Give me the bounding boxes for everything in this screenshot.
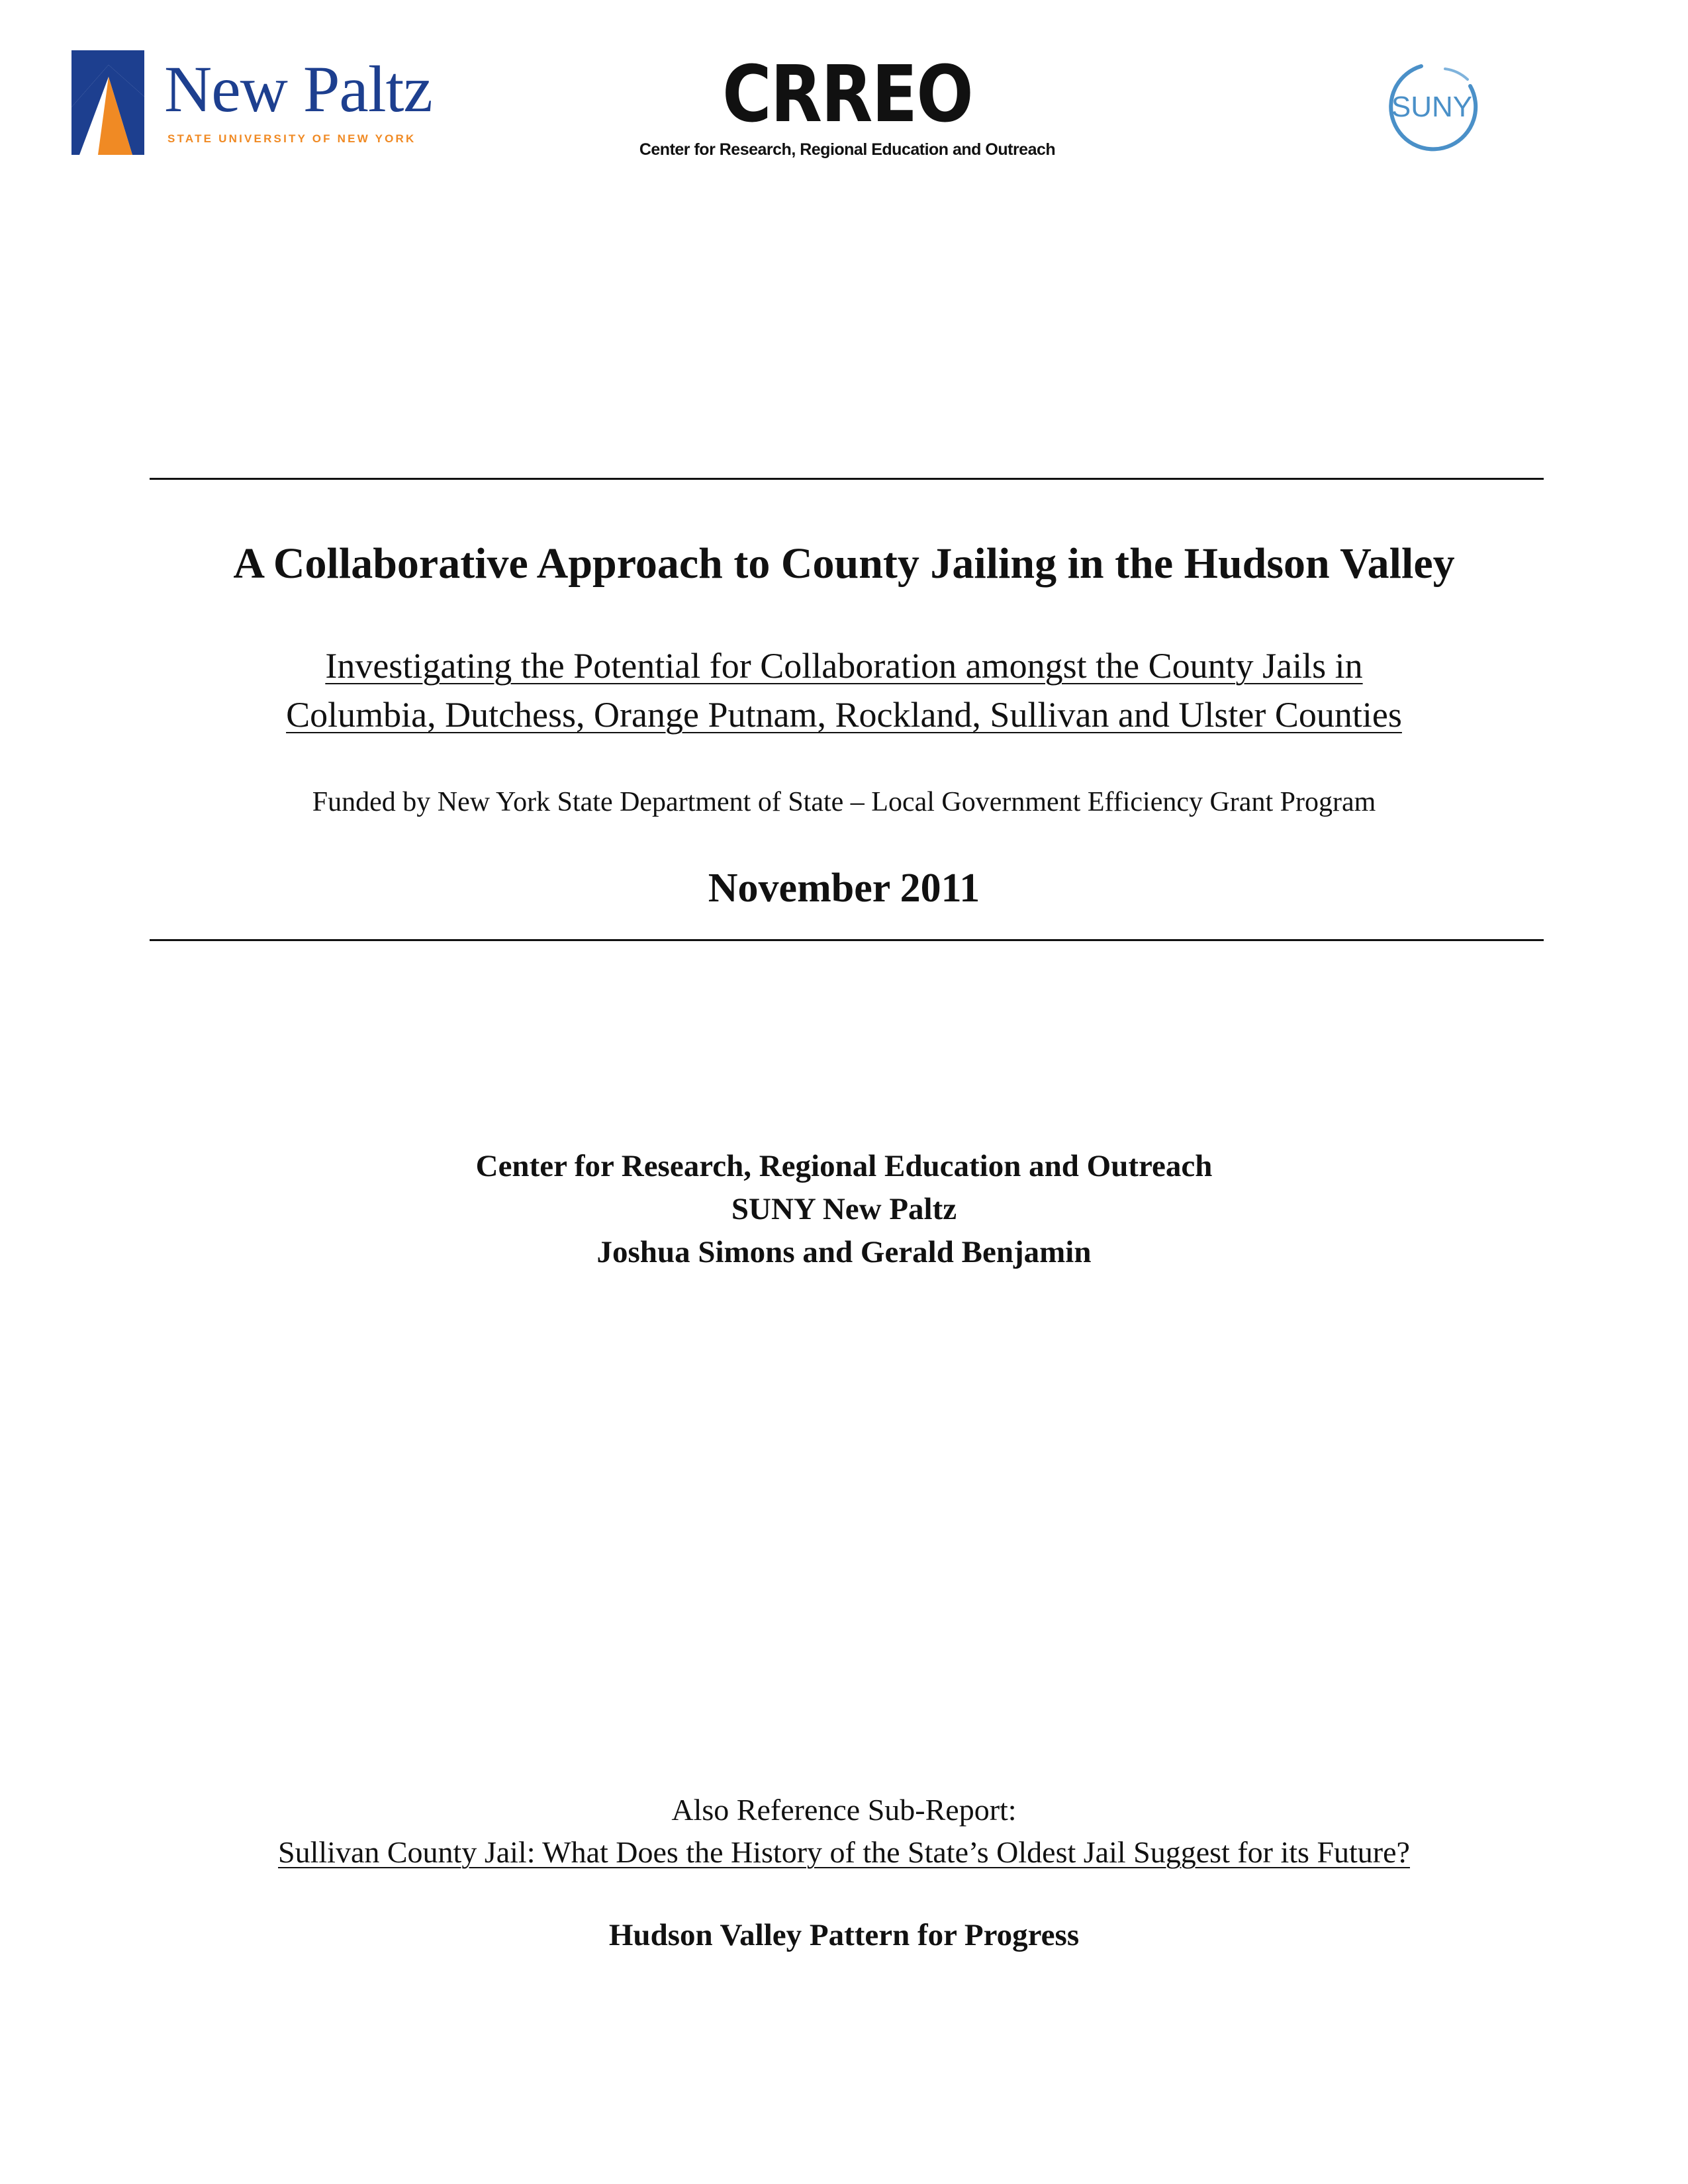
report-date: November 2011 (708, 866, 980, 911)
crreo-subtitle: Center for Research, Regional Education and Outreach (639, 140, 1056, 159)
new-paltz-tagline: STATE UNIVERSITY OF NEW YORK (167, 132, 416, 145)
crreo-wordmark: CRREO (722, 48, 972, 140)
suny-wordmark: SUNY (1391, 91, 1473, 123)
author-organization: Center for Research, Regional Education and Outreach (475, 1149, 1213, 1183)
new-paltz-wordmark: New Paltz (164, 52, 432, 126)
report-subtitle-line-1: Investigating the Potential for Collaboration amongst the County Jails in (325, 646, 1363, 686)
sub-report-label: Also Reference Sub-Report: (671, 1793, 1017, 1827)
author-institution: SUNY New Paltz (731, 1192, 957, 1226)
new-paltz-peak-icon (71, 50, 144, 155)
new-paltz-logo (71, 50, 462, 156)
report-subtitle-line-2: Columbia, Dutchess, Orange Putnam, Rockland, Sullivan and Ulster Counties (286, 695, 1402, 735)
funding-statement: Funded by New York State Department of State – Local Government Efficiency Grant Program (312, 787, 1376, 817)
suny-logo (1379, 60, 1485, 158)
crreo-logo (596, 48, 1099, 165)
author-names: Joshua Simons and Gerald Benjamin (596, 1235, 1092, 1269)
top-divider (150, 478, 1544, 480)
report-title: A Collaborative Approach to County Jailing in the Hudson Valley (233, 539, 1455, 588)
sub-report-title: Sullivan County Jail: What Does the History of the State’s Oldest Jail Suggest for its Future? (278, 1835, 1410, 1869)
bottom-divider (150, 939, 1544, 941)
sub-report-organization: Hudson Valley Pattern for Progress (608, 1918, 1080, 1952)
suny-ring-icon (1379, 60, 1485, 158)
